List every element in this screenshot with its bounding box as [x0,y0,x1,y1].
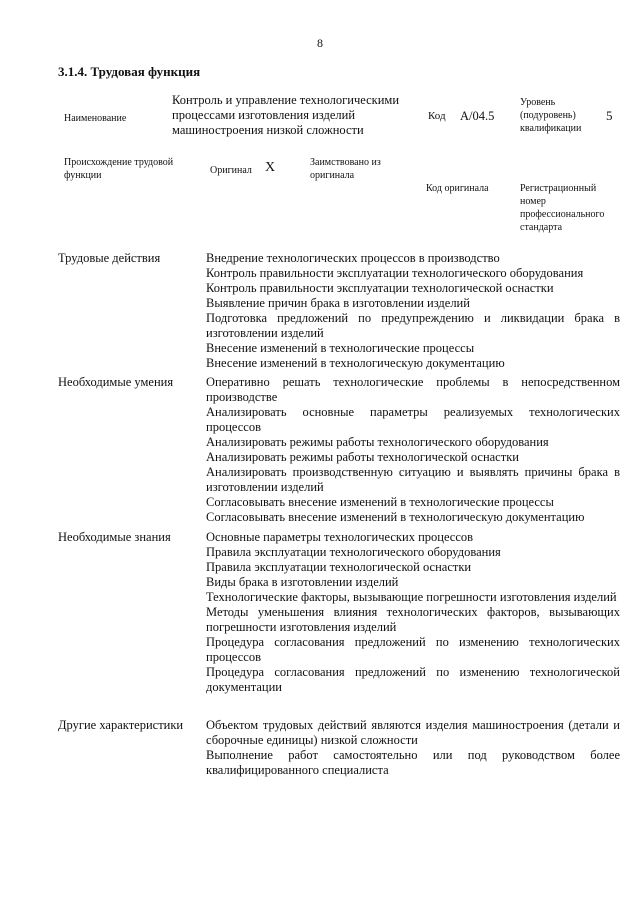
list-item: Объектом трудовых действий являются изделия машиностроения (детали и сборочные единицы) низкой сложности [206,718,620,747]
list-item: Выявление причин брака в изготовлении изделий [206,296,470,310]
list-item: Согласовывать внесение изменений в технологическую документацию [206,510,585,524]
list-item: Внесение изменений в технологическую документацию [206,356,505,370]
row-label-required-knowledge: Необходимые знания [58,530,171,544]
list-item: Технологические факторы, вызывающие погрешности изготовления изделий [206,590,617,604]
section-title: 3.1.4. Трудовая функция [58,64,201,79]
list-item: Правила эксплуатации технологического оборудования [206,545,501,559]
row-label-required-skills: Необходимые умения [58,375,174,389]
name-value: Контроль и управление технологическими процессами изготовления изделий машиностроения низкой сложности [172,93,400,137]
level-label: Уровень (подуровень) квалификации [520,97,582,134]
borrowed-label: Заимствовано из оригинала [310,157,381,181]
row-label-other-characteristics: Другие характеристики [58,718,184,732]
row-label-labor-actions: Трудовые действия [58,251,161,265]
required-skills-list [206,375,620,525]
list-item: Процедура согласования предложений по изменению технологической документации [206,665,620,694]
list-item: Анализировать основные параметры реализуемых технологических процессов [206,405,620,434]
page-number: 8 [317,36,323,50]
list-item: Контроль правильности эксплуатации технологической оснастки [206,281,554,295]
name-label: Наименование [64,113,127,124]
list-item: Внесение изменений в технологические процессы [206,341,475,355]
list-item: Анализировать режимы работы технологического оборудования [206,435,549,449]
list-item: Анализировать режимы работы технологической оснастки [206,450,519,464]
list-item: Внедрение технологических процессов в производство [206,251,500,265]
list-item: Правила эксплуатации технологической оснастки [206,560,472,574]
origin-label: Происхождение трудовой функции [64,157,174,181]
list-item: Анализировать производственную ситуацию и выявлять причины брака в изготовлении изделий [206,465,620,494]
code-label: Код [428,110,446,122]
list-item: Контроль правильности эксплуатации технологического оборудования [206,266,584,280]
list-item: Выполнение работ самостоятельно или под руководством более квалифицированного специалиста [206,748,620,777]
list-item: Процедура согласования предложений по изменению технологических процессов [206,635,620,664]
list-item: Виды брака в изготовлении изделий [206,575,399,589]
original-mark: X [265,160,276,175]
code-value: A/04.5 [460,109,495,123]
labor-actions-list [206,251,620,371]
list-item: Оперативно решать технологические проблемы в непосредственном производстве [206,375,620,404]
level-value: 5 [606,108,613,123]
list-item: Подготовка предложений по предупреждению и ликвидации брака в изготовлении изделий [206,311,620,340]
other-characteristics-list [206,718,620,778]
required-knowledge-list [206,530,620,695]
original-label: Оригинал [210,165,252,176]
registration-number-label: Регистрационный номер профессионального стандарта [520,183,605,233]
list-item: Основные параметры технологических процессов [206,530,474,544]
list-item: Согласовывать внесение изменений в технологические процессы [206,495,554,509]
original-code-label: Код оригинала [426,183,489,194]
list-item: Методы уменьшения влияния технологических факторов, вызывающих погрешности изготовления изделий [206,605,620,634]
